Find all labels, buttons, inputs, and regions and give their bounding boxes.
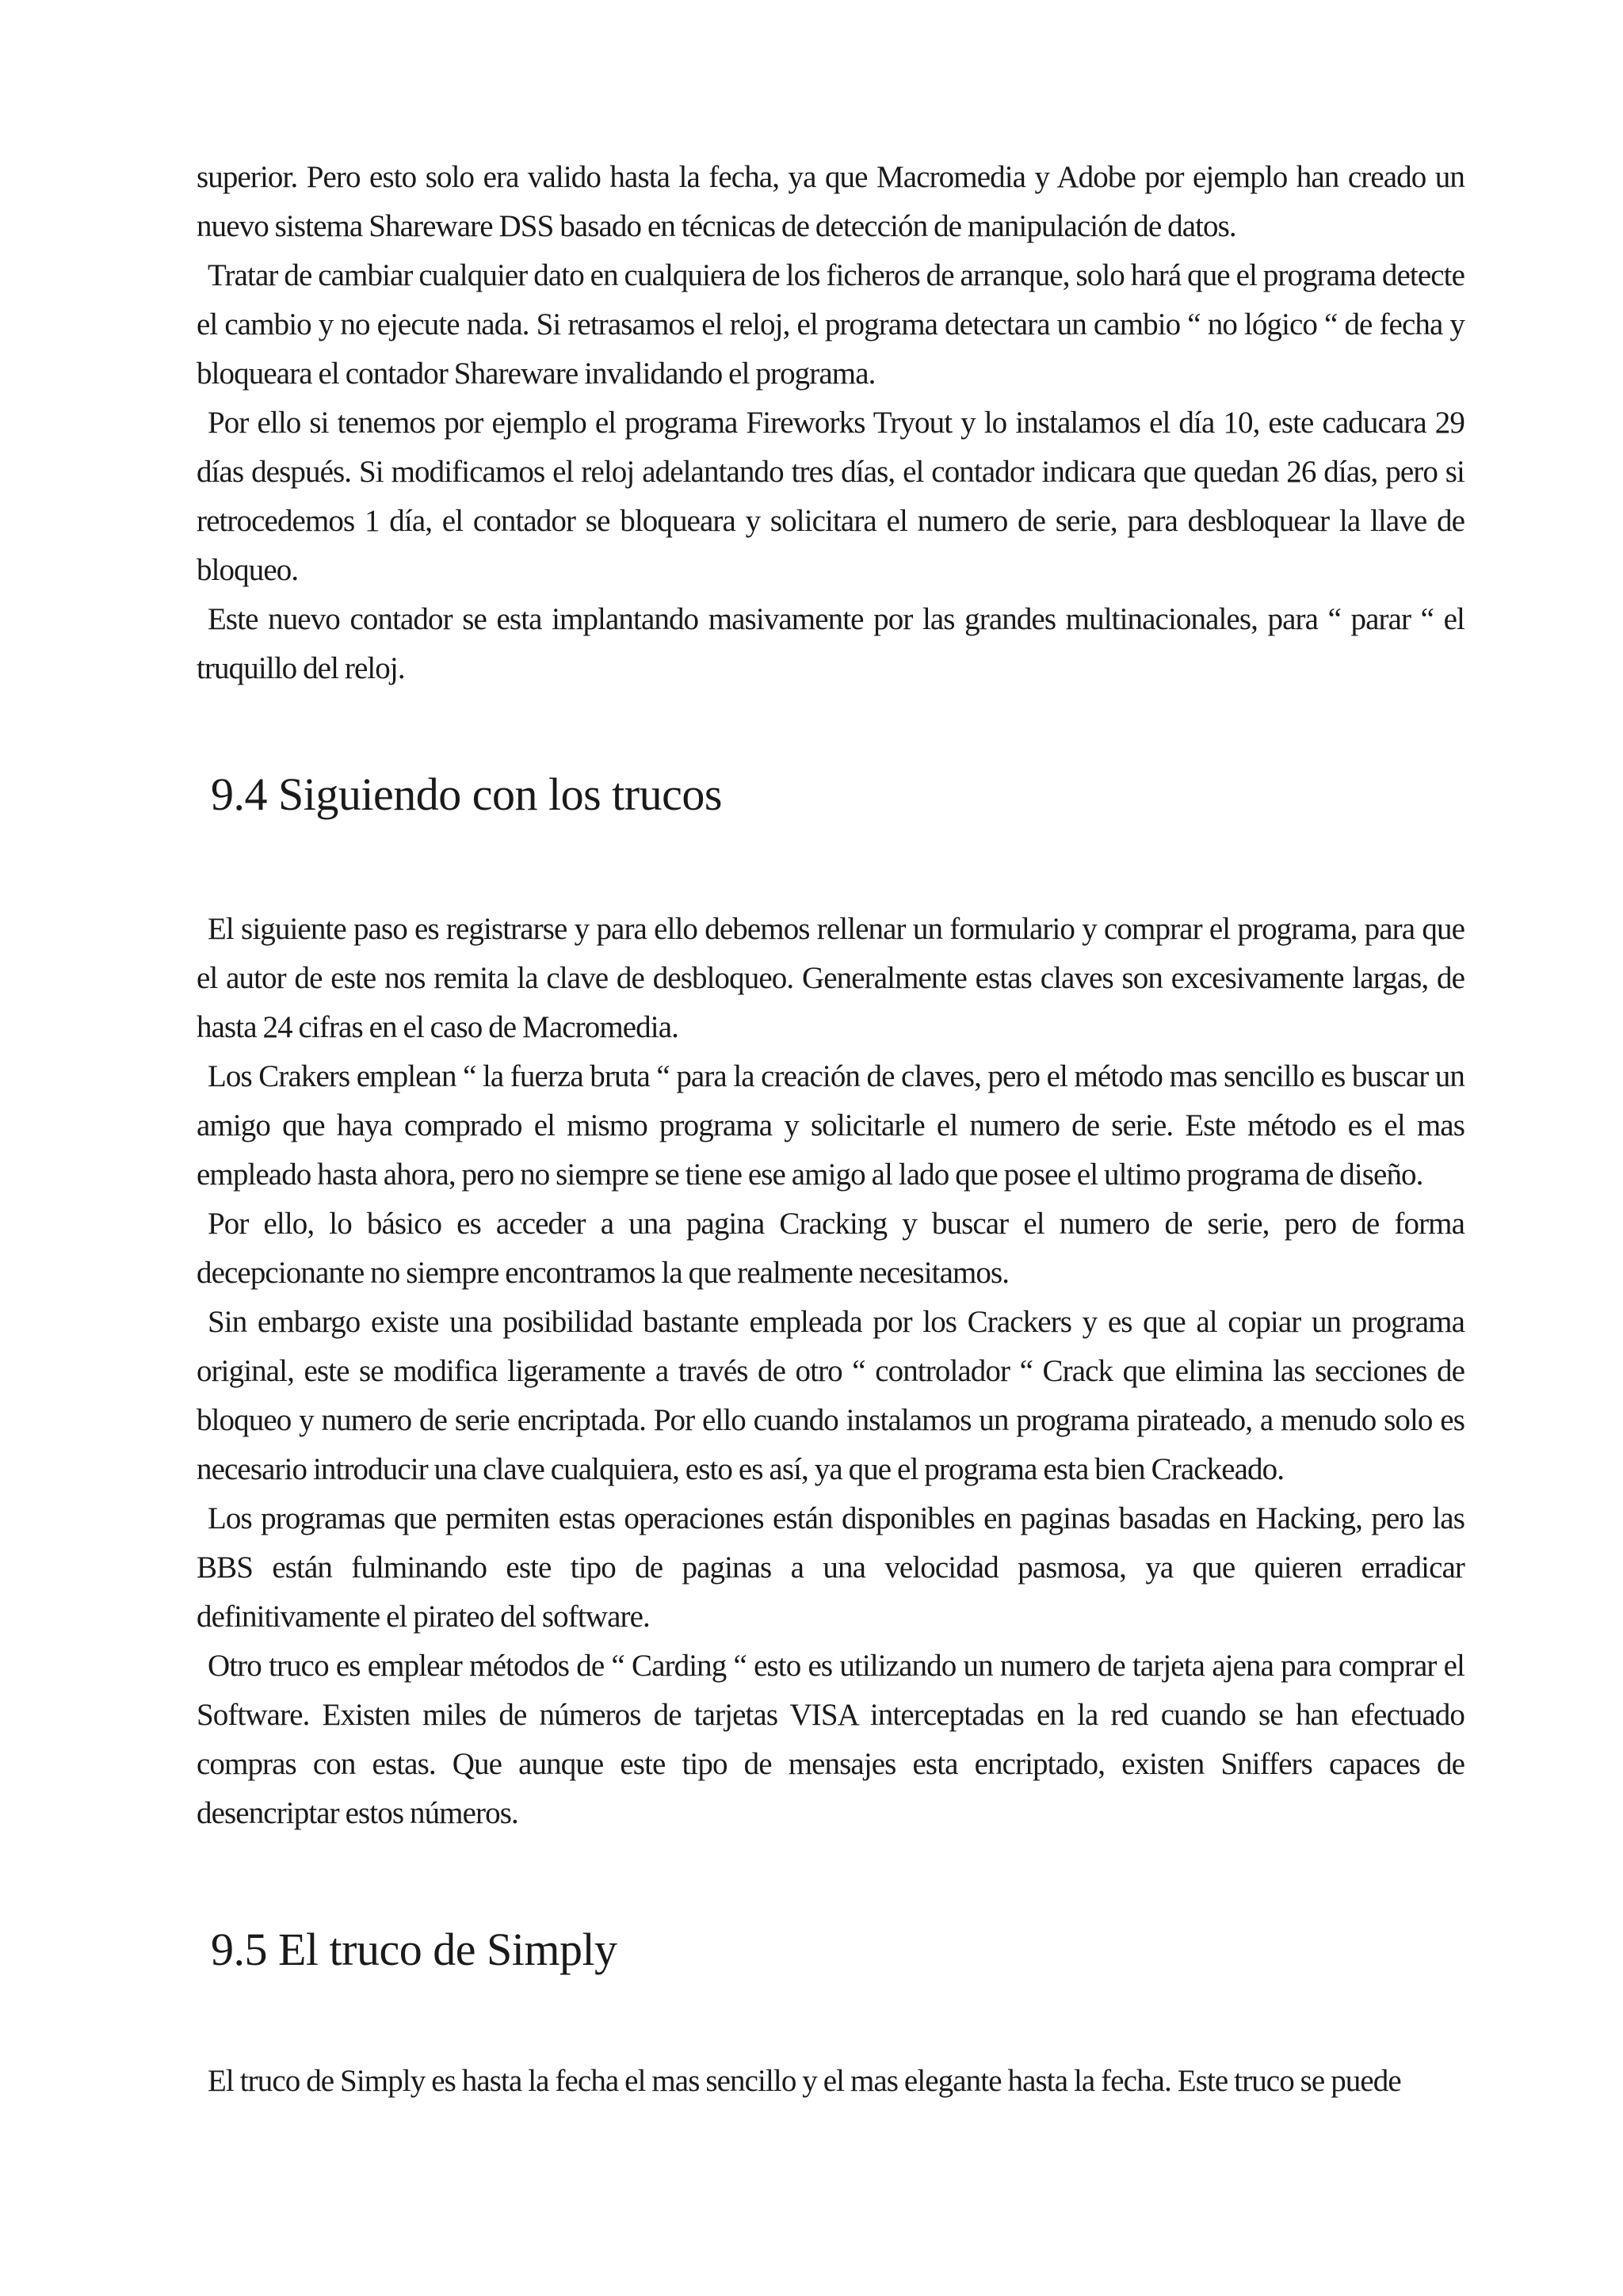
section-9-5-text-block (197, 2057, 1465, 2106)
body-paragraph: Por ello, lo básico es acceder a una pagina Cracking y buscar el numero de serie, pero de forma decepcionante no siempre encontramos la que realmente necesitamos. (197, 1207, 1465, 1290)
body-paragraph: Los Crakers emplean “ la fuerza bruta “ para la creación de claves, pero el método mas sencillo es buscar un amigo que haya comprado el mismo programa y solicitarle el numero de serie. Este método es el mas empleado hasta ahora, pero no siempre se tiene ese amigo al lado que posee el ultimo programa de diseño. (197, 1059, 1465, 1192)
body-paragraph: Por ello si tenemos por ejemplo el programa Fireworks Tryout y lo instalamos el día 10, este caducara 29 días después. Si modificamos el reloj adelantando tres días, el contador indicara que quedan 26 días, pero si retrocedemos 1 día, el contador se bloqueara y solicitara el numero de serie, para desbloquear la llave de bloqueo. (197, 406, 1465, 587)
section-heading-9-5: 9.5 El truco de Simply (211, 1924, 617, 1975)
body-paragraph: El truco de Simply es hasta la fecha el mas sencillo y el mas elegante hasta la fecha. Este truco se puede (208, 2064, 1401, 2098)
intro-text-block (197, 153, 1465, 693)
body-paragraph: Tratar de cambiar cualquier dato en cualquiera de los ficheros de arranque, solo hará que el programa detecte el cambio y no ejecute nada. Si retrasamos el reloj, el programa detectara un cambio “ no lógico “ de fecha y bloqueara el contador Shareware invalidando el programa. (197, 258, 1465, 391)
section-9-4-text-block (197, 905, 1465, 1838)
body-paragraph: superior. Pero esto solo era valido hasta la fecha, ya que Macromedia y Adobe por ejemplo han creado un nuevo sistema Shareware DSS basado en técnicas de detección de manipulación de datos. (197, 160, 1465, 243)
body-paragraph: Otro truco es emplear métodos de “ Carding “ esto es utilizando un numero de tarjeta ajena para comprar el Software. Existen miles de números de tarjetas VISA interceptadas en la red cuando se han efectuado compras con estas. Que aunque este tipo de mensajes esta encriptado, existen Sniffers capaces de desencriptar estos números. (197, 1649, 1465, 1830)
body-paragraph: El siguiente paso es registrarse y para ello debemos rellenar un formulario y comprar el programa, para que el autor de este nos remita la clave de desbloqueo. Generalmente estas claves son excesivamente largas, de hasta 24 cifras en el caso de Macromedia. (197, 912, 1465, 1044)
body-paragraph: Los programas que permiten estas operaciones están disponibles en paginas basadas en Hacking, pero las BBS están fulminando este tipo de paginas a una velocidad pasmosa, ya que quieren erradicar definitivamente el pirateo del software. (197, 1501, 1465, 1634)
body-paragraph: Este nuevo contador se esta implantando masivamente por las grandes multinacionales, para “ parar “ el truquillo del reloj. (197, 602, 1465, 685)
section-heading-9-4: 9.4 Siguiendo con los trucos (211, 769, 722, 820)
body-paragraph: Sin embargo existe una posibilidad bastante empleada por los Crackers y es que al copiar un programa original, este se modifica ligeramente a través de otro “ controlador “ Crack que elimina las secciones de bloqueo y numero de serie encriptada. Por ello cuando instalamos un programa pirateado, a menudo solo es necesario introducir una clave cualquiera, esto es así, ya que el programa esta bien Crackeado. (197, 1305, 1465, 1486)
